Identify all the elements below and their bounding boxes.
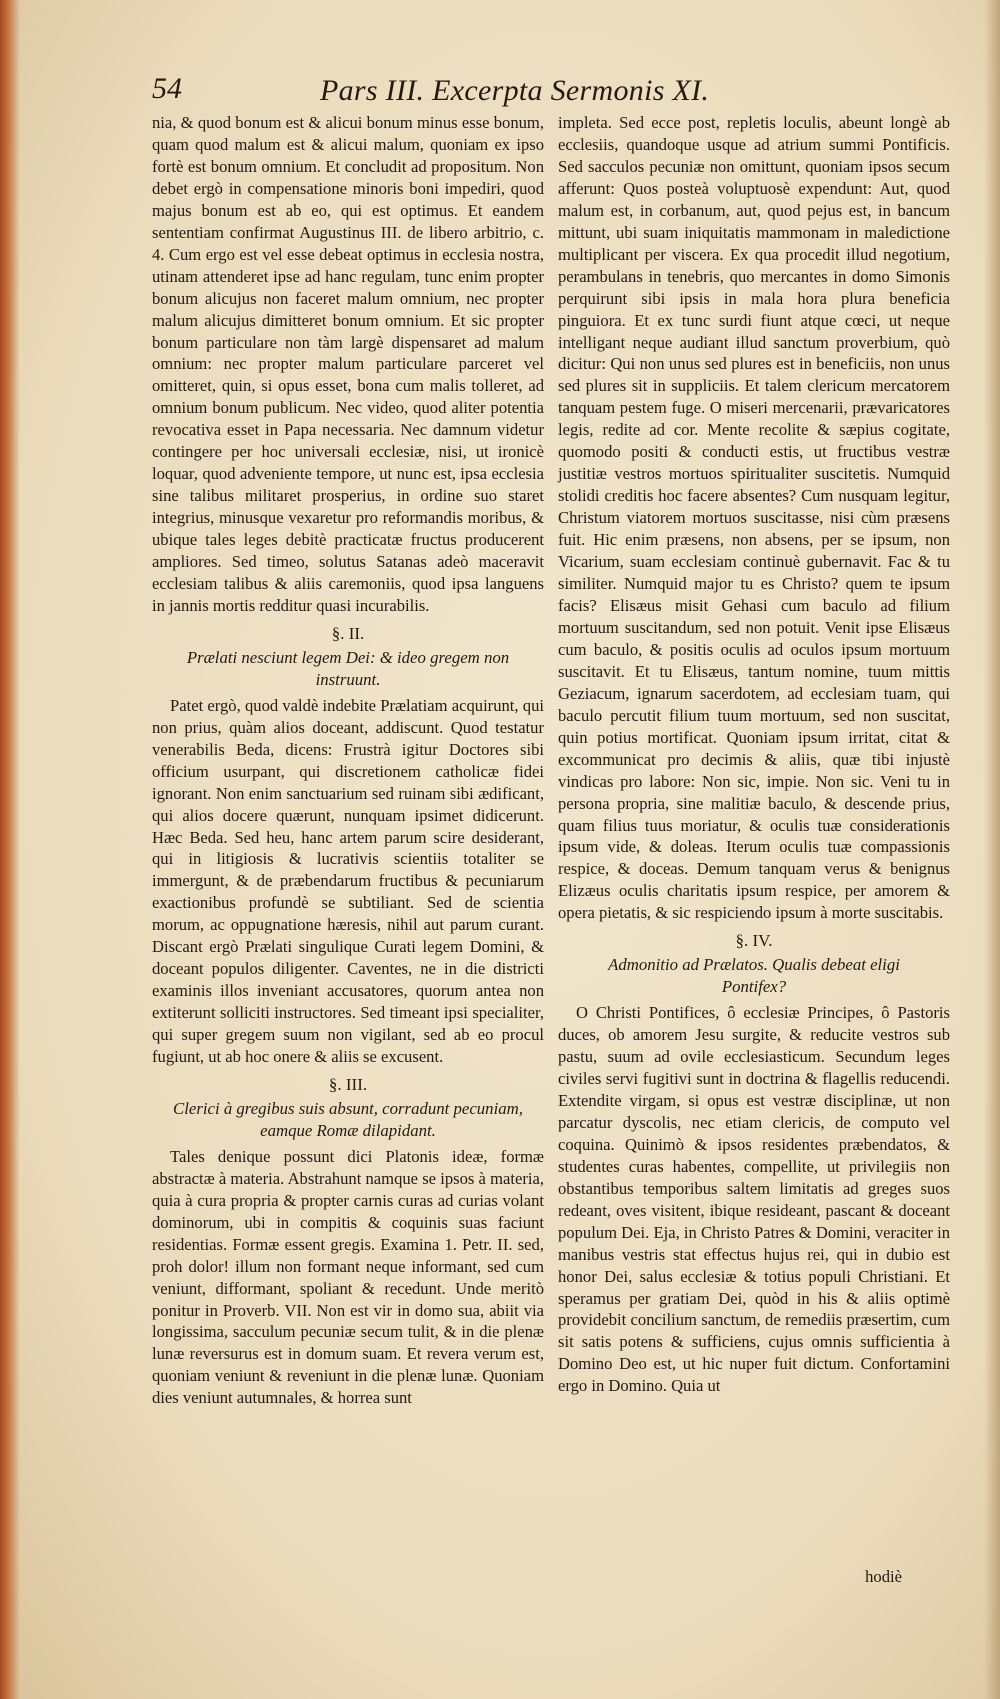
- left-paragraph-2: Patet ergò, quod valdè indebite Prælatiam acquirunt, qui non prius, quàm alios doceant, addiscunt. Quod testatur venerabilis Beda, dicens: Frustrà igitur Doctores sibi officium usurpant, qui discretionem catholicæ fidei ignorant. Non enim sanctuarium sed ruinam sibi ædificant, qui alios docere quærunt, nunquam ipsimet didicerunt. Hæc Beda. Sed heu, hanc artem parum scire desiderant, qui in litigiosis & lucrativis scientiis totaliter se immergunt, & de præbendarum fructibus & pecuniarum exactionibus profundè se subtiliant. Sed de scientia morum, ac oppugnatione hæresis, nihil aut parum curant. Discant ergò Prælati singulique Curati legem Domini, & doceant populos diligenter. Caventes, ne in die districti examinis illos inveniant accusatores, quorum antea non extiterunt solliciti instructores. Sed timeant ipsi specialiter, qui super gregem suum non vigilant, sed ab eo procul fugiunt, ut ab hoc onere & aliis se excusent.: [152, 695, 544, 1067]
- right-paragraph-2: O Christi Pontifices, ô ecclesiæ Principes, ô Pastoris duces, ob amorem Jesu surgite, & reducite vestros sub pastu, suum ad ovile ecclesiasticum. Secundum leges civiles servi fugitivi sunt in doctrina & flagellis reducendi. Extendite virgam, si opus est vestræ disciplinæ, ut non parcatur dyscolis, nec etiam clericis, de computo vel coquina. Quinimò & ipsos residentes præbendatos, & studentes curas habentes, compellite, ut privilegiis non obstantibus temporibus saltem limitatis ad greges suos redeant, oves visitent, ibique resideant, pascant & doceant populum Dei. Eja, in Christo Patres & Domini, veraciter in manibus vestris stat effectus hujus rei, qui in dubio est honor Dei, salus ecclesiæ & totius populi Christiani. Et speramus per gratiam Dei, quòd in his & aliis optimè providebit concilium sanctum, de remediis præsertim, cum sit satis potens & sufficiens, cujus omnis sufficientia à Domino Deo est, ut hic nuper fuit dictum. Confortamini ergo in Domino. Quia ut: [558, 1003, 950, 1396]
- section-2-number: §. II.: [331, 623, 365, 643]
- running-title: Pars III. Excerpta Sermonis XI.: [320, 74, 710, 107]
- left-paragraph-1: nia, & quod bonum est & alicui bonum minus esse bonum, quam quod malum est & alicui malum, quoniam ex ipso fortè est bonum omnium. Et concludit ad propositum. Non debet ergò in compensatione minoris boni impediri, quod majus bonum est ab eo, qui est optimus. Et eandem sententiam confirmat Augustinus III. de libero arbitrio, c. 4. Cum ergo est vel esse debeat optimus in ecclesia nostra, utinam attenderet ipse ad hanc regulam, tunc enim propter bonum alicujus non faceret malum omnium, nec propter malum alicujus dimitteret bonum omnium. Et sic propter bonum particulare non tàm largè dispensaret ad malum omnium: nec propter malum particulare parceret vel omitteret, quin, si opus esset, bona cum malis tolleret, ad omnium bonum publicum. Nec video, quod aliter potentia revocativa esset in Papa necessaria. Nec damnum videtur contingere per hoc universali ecclesiæ, nisi, ut ironicè loquar, quod adveniente tempore, ut nunc est, ipsa ecclesia sine talibus militaret prosperius, in ordine suo staret integrius, minusque vexaretur pro reformandis moribus, & ubique tales leges debitè practicatæ fructus producerent ampliores. Sed timeo, solutus Satanas adeò maceravit ecclesiam talibus & aliis caremoniis, quod ipsa languens in jannis mortis redditur quasi incurabilis.: [152, 113, 544, 615]
- page-number: 54: [152, 72, 182, 105]
- section-4-number: §. IV.: [735, 931, 773, 951]
- page-edge-right: [984, 0, 1000, 1699]
- page-edge-left: [0, 0, 20, 1699]
- right-paragraph-1: impleta. Sed ecce post, repletis loculis, abeunt longè ab ecclesiis, quandoque usque ad atrium summi Pontificis. Sed sacculos pecuniæ non omittunt, quoniam ipsos secum afferunt: Quos posteà voluptuosè expendunt: Aut, quod malum est, in corbanum, aut, quod pejus est, in bancum mittunt, ubi suam iniquitatis mammonam in maledictione multiplicant per viscera. Ex qua procedit illud negotium, perambulans in tenebris, quo mercantes in domo Simonis perquirunt sibi ipsis in mala hora plura beneficia pinguiora. Et ex tunc surdi fiunt atque cœci, ut neque intelligant neque audiant illud sanctum proverbium, quò dicitur: Qui non unus sed plures est in beneficiis, non unus sed plures sit in suppliciis. Et talem clericum mercatorem tanquam pestem fuge. O miseri mercenarii, prævaricatores legis, redite ad cor. Mente recolite & sæpius cogitate, quomodo positi & conducti estis, ut fructibus vestræ justitiæ vestros mortuos spiritualiter suscitetis. Numquid stolidi creditis hoc facere absentes? Cum nusquam legitur, Christum viatorem mortuos suscitasse, nisi cùm præsens fuit. Hic enim præsens, non absens, per se ipsum, non Vicarium, suam ecclesiam continuè gubernavit. Fac & tu similiter. Numquid major tu es Christo? quem te ipsum facis? Elisæus misit Gehasi cum baculo ad filium mortuum suscitandum, sed non potuit. Venit ipse Elisæus cum baculo, & positis oculis ad oculos ipsum mortuum suscitavit. Et tu Elisæus, tantum nomine, tuum mittis Geziacum, ignarum sacerdotem, ad ecclesiam tuam, qui baculo percutit filium tuum mortuum, sed non suscitat, quin potius mortificat. Quoniam ipsum irritat, citat & excommunicat pro decimis & aliis, quæ tibi injustè vindicas pro labore: Non sic, impie. Non sic. Veni tu in persona propria, sine malitiæ baculo, & descende prius, quam filius tuus moriatur, & oculis tuæ considerationis ipsum vide, & doleas. Iterum oculis tuæ compassionis respice, & doceas. Demum tanquam verus & benignus Elizæus oculis charitatis ipsum respice, per amorem & opera pietatis, & sic respiciendo ipsum à morte suscitabis.: [558, 113, 950, 923]
- section-4-title: Admonitio ad Prælatos. Qualis debeat eligi Pontifex?: [608, 955, 900, 997]
- page-header: [152, 72, 952, 112]
- section-2-title: Prælati nesciunt legem Dei: & ideo gregem non instruunt.: [186, 647, 510, 689]
- right-column: [558, 112, 950, 1397]
- left-paragraph-3: Tales denique possunt dici Platonis ideæ, formæ abstractæ à materia. Abstrahunt namque se ipsos à materia, quia à cura propria & propter carnis curas ad curias volant dominorum, ubi in compitis & coquinis suas faciunt residentias. Formæ essent gregis. Examina 1. Petr. II. sed, proh dolor! illum non formant neque informant, sed cum veniunt, difformant, spoliant & recedunt. Unde meritò ponitur in Proverb. VII. Non est vir in domo sua, abiit via longissima, sacculum pecuniæ secum tulit, & in die plenæ lunæ reversurus est in domum suam. Et revera verum est, quoniam veniunt & reveniunt in die plenæ lunæ. Quoniam dies veniunt autumnales, & horrea sunt: [152, 1146, 544, 1408]
- section-3-number: §. III.: [328, 1074, 368, 1094]
- catchword: hodiè: [865, 1567, 902, 1586]
- section-3-title: Clerici à gregibus suis absunt, corradunt pecuniam, eamque Romæ dilapidant.: [173, 1098, 523, 1140]
- left-column: [152, 112, 544, 1409]
